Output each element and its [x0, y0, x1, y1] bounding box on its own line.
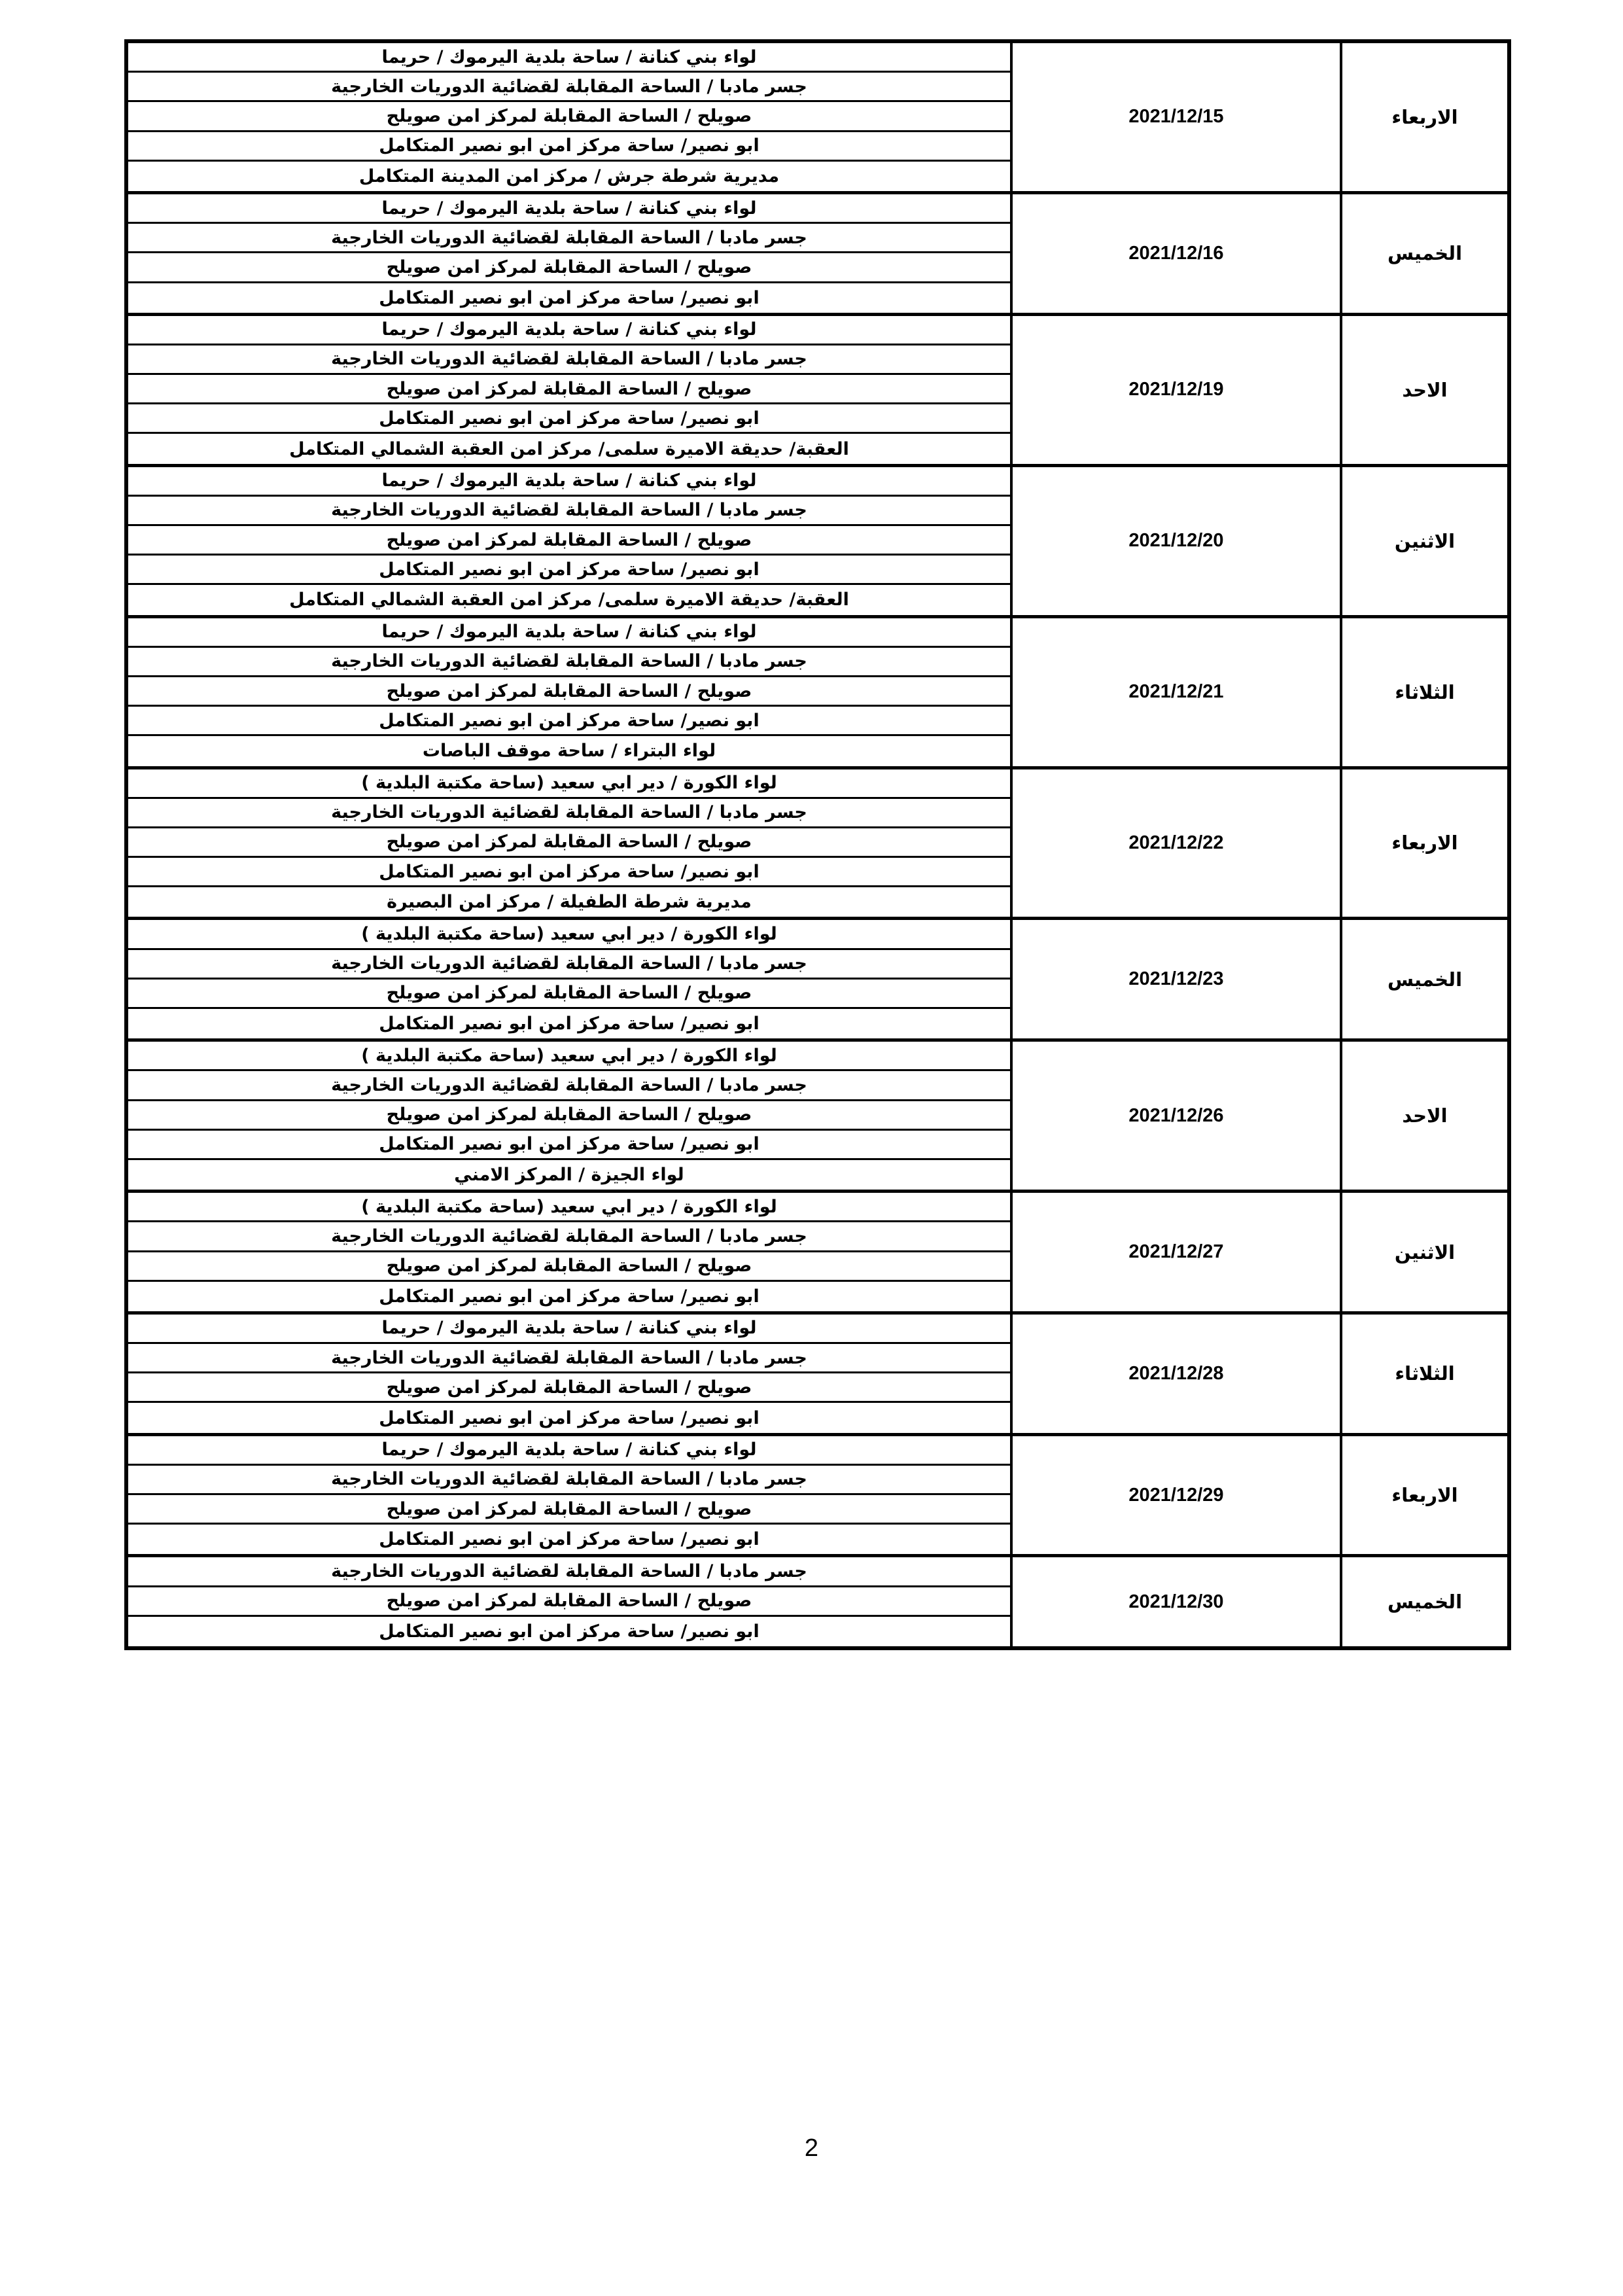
location-cell: جسر مادبا / الساحة المقابلة لقضائية الدوريات الخارجية: [128, 1557, 1010, 1587]
location-cell: لواء الكورة / دير ابي سعيد (ساحة مكتبة البلدية ): [128, 1193, 1010, 1222]
schedule-group: [128, 1193, 1511, 1315]
location-cell: جسر مادبا / الساحة المقابلة لقضائية الدوريات الخارجية: [128, 345, 1010, 375]
day-cell: الاحد: [1340, 1042, 1511, 1190]
day-cell: الاثنين: [1340, 1193, 1511, 1311]
schedule-group: [128, 920, 1511, 1042]
location-cell: لواء بني كنانة / ساحة بلدية اليرموك / حريما: [128, 1315, 1010, 1344]
locations-list: [128, 1557, 1010, 1646]
locations-list: [128, 618, 1010, 766]
location-cell: صويلح / الساحة المقابلة لمركز امن صويلح: [128, 677, 1010, 707]
location-cell: جسر مادبا / الساحة المقابلة لقضائية الدوريات الخارجية: [128, 1344, 1010, 1373]
location-cell: جسر مادبا / الساحة المقابلة لقضائية الدوريات الخارجية: [128, 1466, 1010, 1495]
location-cell: جسر مادبا / الساحة المقابلة لقضائية الدوريات الخارجية: [128, 950, 1010, 980]
schedule-group: [128, 1042, 1511, 1193]
day-cell: الاربعاء: [1340, 43, 1511, 191]
location-cell: ابو نصير/ ساحة مركز امن ابو نصير المتكامل: [128, 1131, 1010, 1160]
location-cell: لواء الجيزة / المركز الامني: [454, 1165, 684, 1186]
locations-list: [128, 316, 1010, 464]
schedule-group: [128, 618, 1511, 769]
location-cell: لواء الكورة / دير ابي سعيد (ساحة مكتبة البلدية ): [128, 769, 1010, 799]
day-cell: الخميس: [1340, 194, 1511, 313]
location-cell: لواء بني كنانة / ساحة بلدية اليرموك / حريما: [128, 316, 1010, 345]
location-cell: جسر مادبا / الساحة المقابلة لقضائية الدوريات الخارجية: [128, 73, 1010, 102]
location-cell: ابو نصير/ ساحة مركز امن ابو نصير المتكامل: [128, 132, 1010, 162]
location-cell: لواء بني كنانة / ساحة بلدية اليرموك / حريما: [128, 43, 1010, 73]
location-cell: ابو نصير/ ساحة مركز امن ابو نصير المتكامل: [379, 1014, 759, 1034]
day-cell: الاربعاء: [1340, 1436, 1511, 1555]
date-cell: 2021/12/20: [1010, 467, 1340, 615]
schedule-group: [128, 43, 1511, 194]
day-cell: الثلاثاء: [1340, 618, 1511, 766]
schedule-group: [128, 1315, 1511, 1436]
location-cell: ابو نصير/ ساحة مركز امن ابو نصير المتكامل: [379, 1529, 759, 1550]
locations-list: [128, 43, 1010, 191]
date-cell: 2021/12/22: [1010, 769, 1340, 917]
location-cell: صويلح / الساحة المقابلة لمركز امن صويلح: [128, 253, 1010, 283]
day-cell: الخميس: [1340, 1557, 1511, 1646]
date-cell: 2021/12/19: [1010, 316, 1340, 464]
page-number: 2: [804, 2134, 819, 2162]
locations-list: [128, 769, 1010, 917]
location-cell: ابو نصير/ ساحة مركز امن ابو نصير المتكامل: [379, 1621, 759, 1642]
location-cell: جسر مادبا / الساحة المقابلة لقضائية الدوريات الخارجية: [128, 1222, 1010, 1252]
location-cell: صويلح / الساحة المقابلة لمركز امن صويلح: [128, 375, 1010, 404]
locations-list: [128, 467, 1010, 615]
location-cell: ابو نصير/ ساحة مركز امن ابو نصير المتكامل: [128, 556, 1010, 585]
location-cell: العقبة/ حديقة الاميرة سلمى/ مركز امن العقبة الشمالي المتكامل: [289, 438, 849, 459]
location-cell: صويلح / الساحة المقابلة لمركز امن صويلح: [128, 828, 1010, 858]
schedule-group: [128, 467, 1511, 618]
location-cell: صويلح / الساحة المقابلة لمركز امن صويلح: [128, 102, 1010, 132]
schedule-group: [128, 316, 1511, 467]
location-cell: العقبة/ حديقة الاميرة سلمى/ مركز امن العقبة الشمالي المتكامل: [289, 590, 849, 610]
location-cell: لواء بني كنانة / ساحة بلدية اليرموك / حريما: [128, 618, 1010, 648]
date-cell: 2021/12/28: [1010, 1315, 1340, 1433]
location-cell: ابو نصير/ ساحة مركز امن ابو نصير المتكامل: [128, 404, 1010, 434]
location-cell: مديرية شرطة الطفيلة / مركز امن البصيرة: [387, 892, 752, 913]
day-cell: الاربعاء: [1340, 769, 1511, 917]
date-cell: 2021/12/27: [1010, 1193, 1340, 1311]
day-cell: الاحد: [1340, 316, 1511, 464]
location-cell: جسر مادبا / الساحة المقابلة لقضائية الدوريات الخارجية: [128, 1071, 1010, 1101]
date-cell: 2021/12/23: [1010, 920, 1340, 1038]
location-cell: لواء بني كنانة / ساحة بلدية اليرموك / حريما: [128, 467, 1010, 497]
schedule-group: [128, 194, 1511, 316]
location-cell: صويلح / الساحة المقابلة لمركز امن صويلح: [128, 1373, 1010, 1403]
date-cell: 2021/12/29: [1010, 1436, 1340, 1555]
location-cell: صويلح / الساحة المقابلة لمركز امن صويلح: [128, 1101, 1010, 1131]
schedule-group: [128, 769, 1511, 921]
location-cell: جسر مادبا / الساحة المقابلة لقضائية الدوريات الخارجية: [128, 648, 1010, 677]
day-cell: الثلاثاء: [1340, 1315, 1511, 1433]
location-cell: صويلح / الساحة المقابلة لمركز امن صويلح: [128, 1587, 1010, 1617]
location-cell: مديرية شرطة جرش / مركز امن المدينة المتكامل: [358, 166, 780, 186]
location-cell: لواء الكورة / دير ابي سعيد (ساحة مكتبة البلدية ): [128, 1042, 1010, 1071]
location-cell: صويلح / الساحة المقابلة لمركز امن صويلح: [128, 1252, 1010, 1282]
location-cell: ابو نصير/ ساحة مركز امن ابو نصير المتكامل: [379, 1407, 759, 1428]
locations-list: [128, 1436, 1010, 1555]
location-cell: صويلح / الساحة المقابلة لمركز امن صويلح: [128, 526, 1010, 556]
locations-list: [128, 1042, 1010, 1190]
schedule-group: [128, 1557, 1511, 1646]
date-cell: 2021/12/26: [1010, 1042, 1340, 1190]
day-cell: الخميس: [1340, 920, 1511, 1038]
location-cell: ابو نصير/ ساحة مركز امن ابو نصير المتكامل: [379, 287, 759, 308]
schedule-group: [128, 1436, 1511, 1558]
location-cell: ابو نصير/ ساحة مركز امن ابو نصير المتكامل: [128, 858, 1010, 887]
location-cell: لواء بني كنانة / ساحة بلدية اليرموك / حريما: [128, 1436, 1010, 1466]
location-cell: جسر مادبا / الساحة المقابلة لقضائية الدوريات الخارجية: [128, 224, 1010, 253]
location-cell: لواء بني كنانة / ساحة بلدية اليرموك / حريما: [128, 194, 1010, 224]
location-cell: صويلح / الساحة المقابلة لمركز امن صويلح: [128, 1495, 1010, 1525]
locations-list: [128, 920, 1010, 1038]
date-cell: 2021/12/21: [1010, 618, 1340, 766]
location-cell: صويلح / الساحة المقابلة لمركز امن صويلح: [128, 980, 1010, 1009]
location-cell: لواء الكورة / دير ابي سعيد (ساحة مكتبة البلدية ): [128, 920, 1010, 949]
location-cell: جسر مادبا / الساحة المقابلة لقضائية الدوريات الخارجية: [128, 497, 1010, 526]
location-cell: ابو نصير/ ساحة مركز امن ابو نصير المتكامل: [379, 1286, 759, 1307]
date-cell: 2021/12/16: [1010, 194, 1340, 313]
locations-list: [128, 1193, 1010, 1311]
locations-list: [128, 194, 1010, 313]
locations-list: [128, 1315, 1010, 1433]
location-cell: لواء البتراء / ساحة موقف الباصات: [422, 741, 716, 762]
location-cell: جسر مادبا / الساحة المقابلة لقضائية الدوريات الخارجية: [128, 799, 1010, 828]
day-cell: الاثنين: [1340, 467, 1511, 615]
schedule-table: [124, 39, 1511, 1650]
date-cell: 2021/12/15: [1010, 43, 1340, 191]
location-cell: ابو نصير/ ساحة مركز امن ابو نصير المتكامل: [128, 707, 1010, 736]
date-cell: 2021/12/30: [1010, 1557, 1340, 1646]
